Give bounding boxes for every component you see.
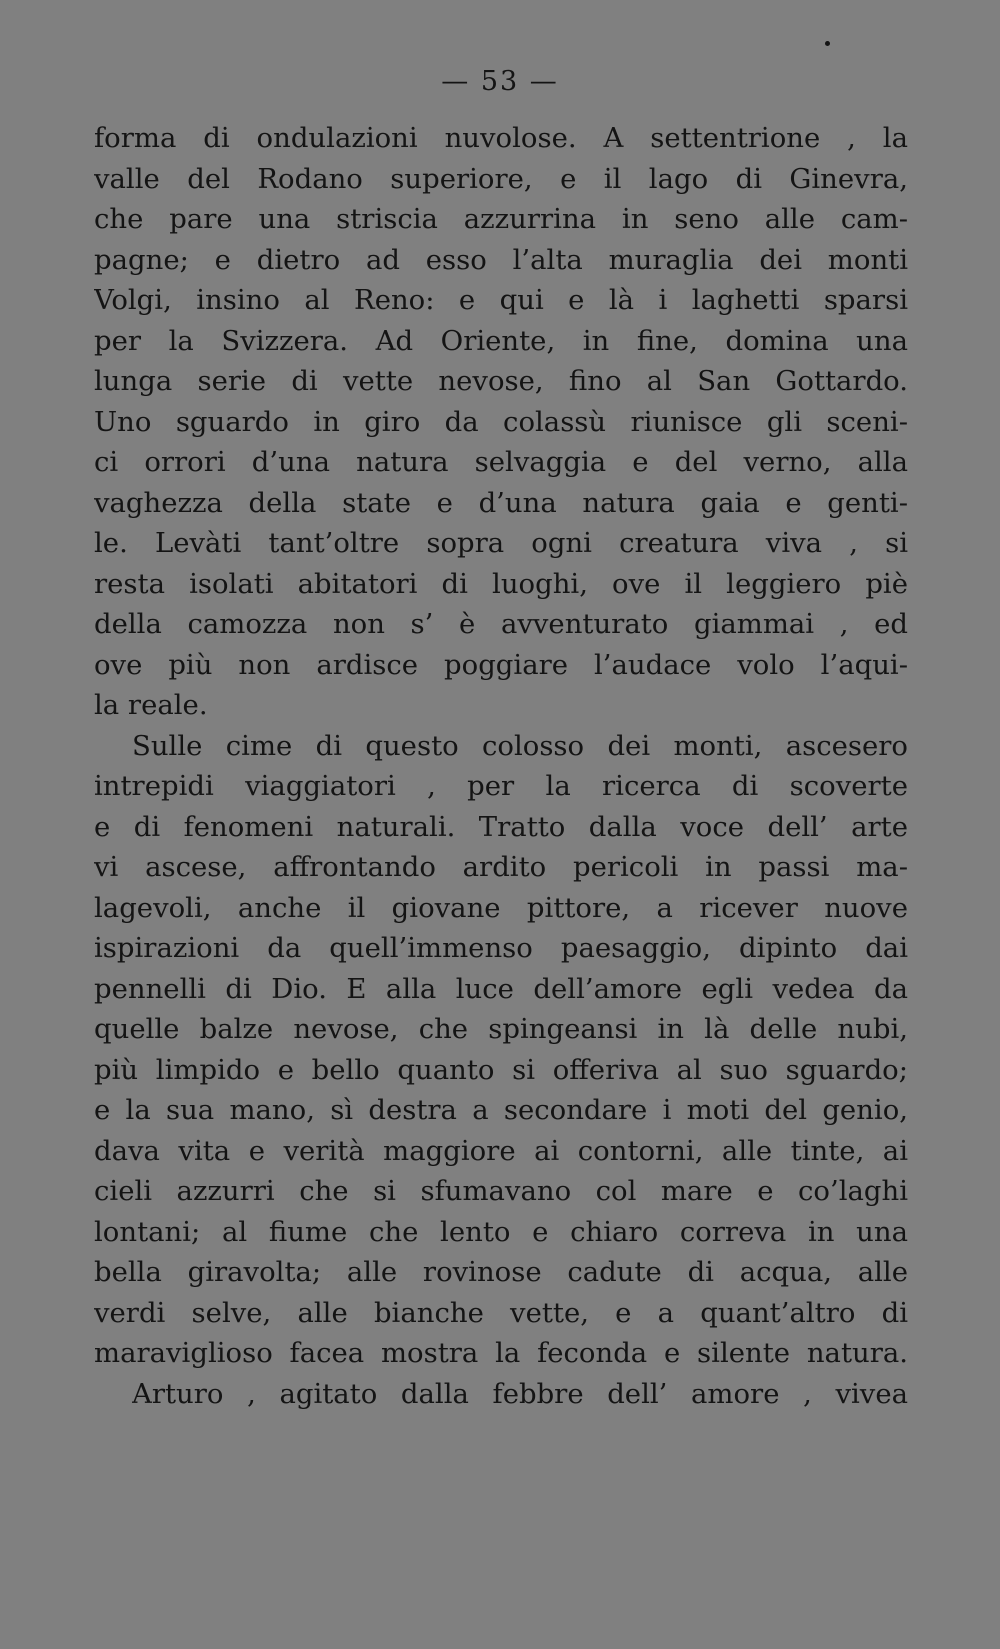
text-line: lagevoli, anche il giovane pittore, a ricever nuove: [94, 891, 908, 924]
text-line: bella giravolta; alle rovinose cadute di acqua, alle: [94, 1256, 908, 1288]
text-line: intrepidi viaggiatori , per la ricerca di scoverte: [94, 770, 908, 802]
text-line: Arturo , agitato dalla febbre dell’ amore , vivea: [132, 1377, 908, 1410]
page-number: — 53 —: [441, 66, 559, 97]
text-line: pagne; e dietro ad esso l’alta muraglia dei monti: [94, 243, 908, 276]
ink-speck: [825, 41, 830, 46]
text-line: ove più non ardisce poggiare l’audace volo l’aqui-: [94, 648, 908, 681]
text-line: ispirazioni da quell’immenso paesaggio, dipinto dai: [94, 932, 908, 964]
text-line: più limpido e bello quanto si offeriva al suo sguardo;: [94, 1053, 908, 1086]
text-line: cieli azzurri che si sfumavano col mare e co’laghi: [94, 1175, 908, 1207]
text-line: Volgi, insino al Reno: e qui e là i laghetti sparsi: [94, 284, 908, 316]
text-line: che pare una striscia azzurrina in seno alle cam-: [94, 203, 908, 235]
text-line: maraviglioso facea mostra la feconda e silente natura.: [94, 1337, 908, 1369]
text-line: e la sua mano, sì destra a secondare i moti del genio,: [94, 1094, 908, 1126]
text-line: dava vita e verità maggiore ai contorni, alle tinte, ai: [94, 1134, 908, 1167]
text-line: per la Svizzera. Ad Oriente, in fine, domina una: [94, 324, 908, 357]
text-line: valle del Rodano superiore, e il lago di Ginevra,: [94, 162, 908, 195]
text-line: le. Levàti tant’oltre sopra ogni creatura viva , si: [94, 527, 908, 559]
text-line: vi ascese, affrontando ardito pericoli in passi ma-: [94, 851, 908, 883]
text-line: lontani; al fiume che lento e chiaro correva in una: [94, 1215, 908, 1248]
text-line: pennelli di Dio. E alla luce dell’amore egli vedea da: [94, 972, 908, 1005]
text-line: Uno sguardo in giro da colassù riunisce gli sceni-: [94, 405, 908, 438]
text-line: la reale.: [94, 689, 208, 721]
text-line: resta isolati abitatori di luoghi, ove il leggiero piè: [94, 567, 908, 600]
text-line: verdi selve, alle bianche vette, e a quant’altro di: [94, 1296, 908, 1329]
text-line: forma di ondulazioni nuvolose. A settentrione , la: [94, 122, 908, 154]
text-line: vaghezza della state e d’una natura gaia e genti-: [94, 486, 908, 519]
text-line: ci orrori d’una natura selvaggia e del verno, alla: [94, 446, 908, 478]
text-line: lunga serie di vette nevose, fino al San Gottardo.: [94, 365, 908, 397]
text-line: e di fenomeni naturali. Tratto dalla voce dell’ arte: [94, 810, 908, 843]
text-line: quelle balze nevose, che spingeansi in là delle nubi,: [94, 1013, 908, 1045]
text-line: della camozza non s’ è avventurato giammai , ed: [94, 608, 908, 640]
text-line: Sulle cime di questo colosso dei monti, ascesero: [132, 729, 908, 762]
